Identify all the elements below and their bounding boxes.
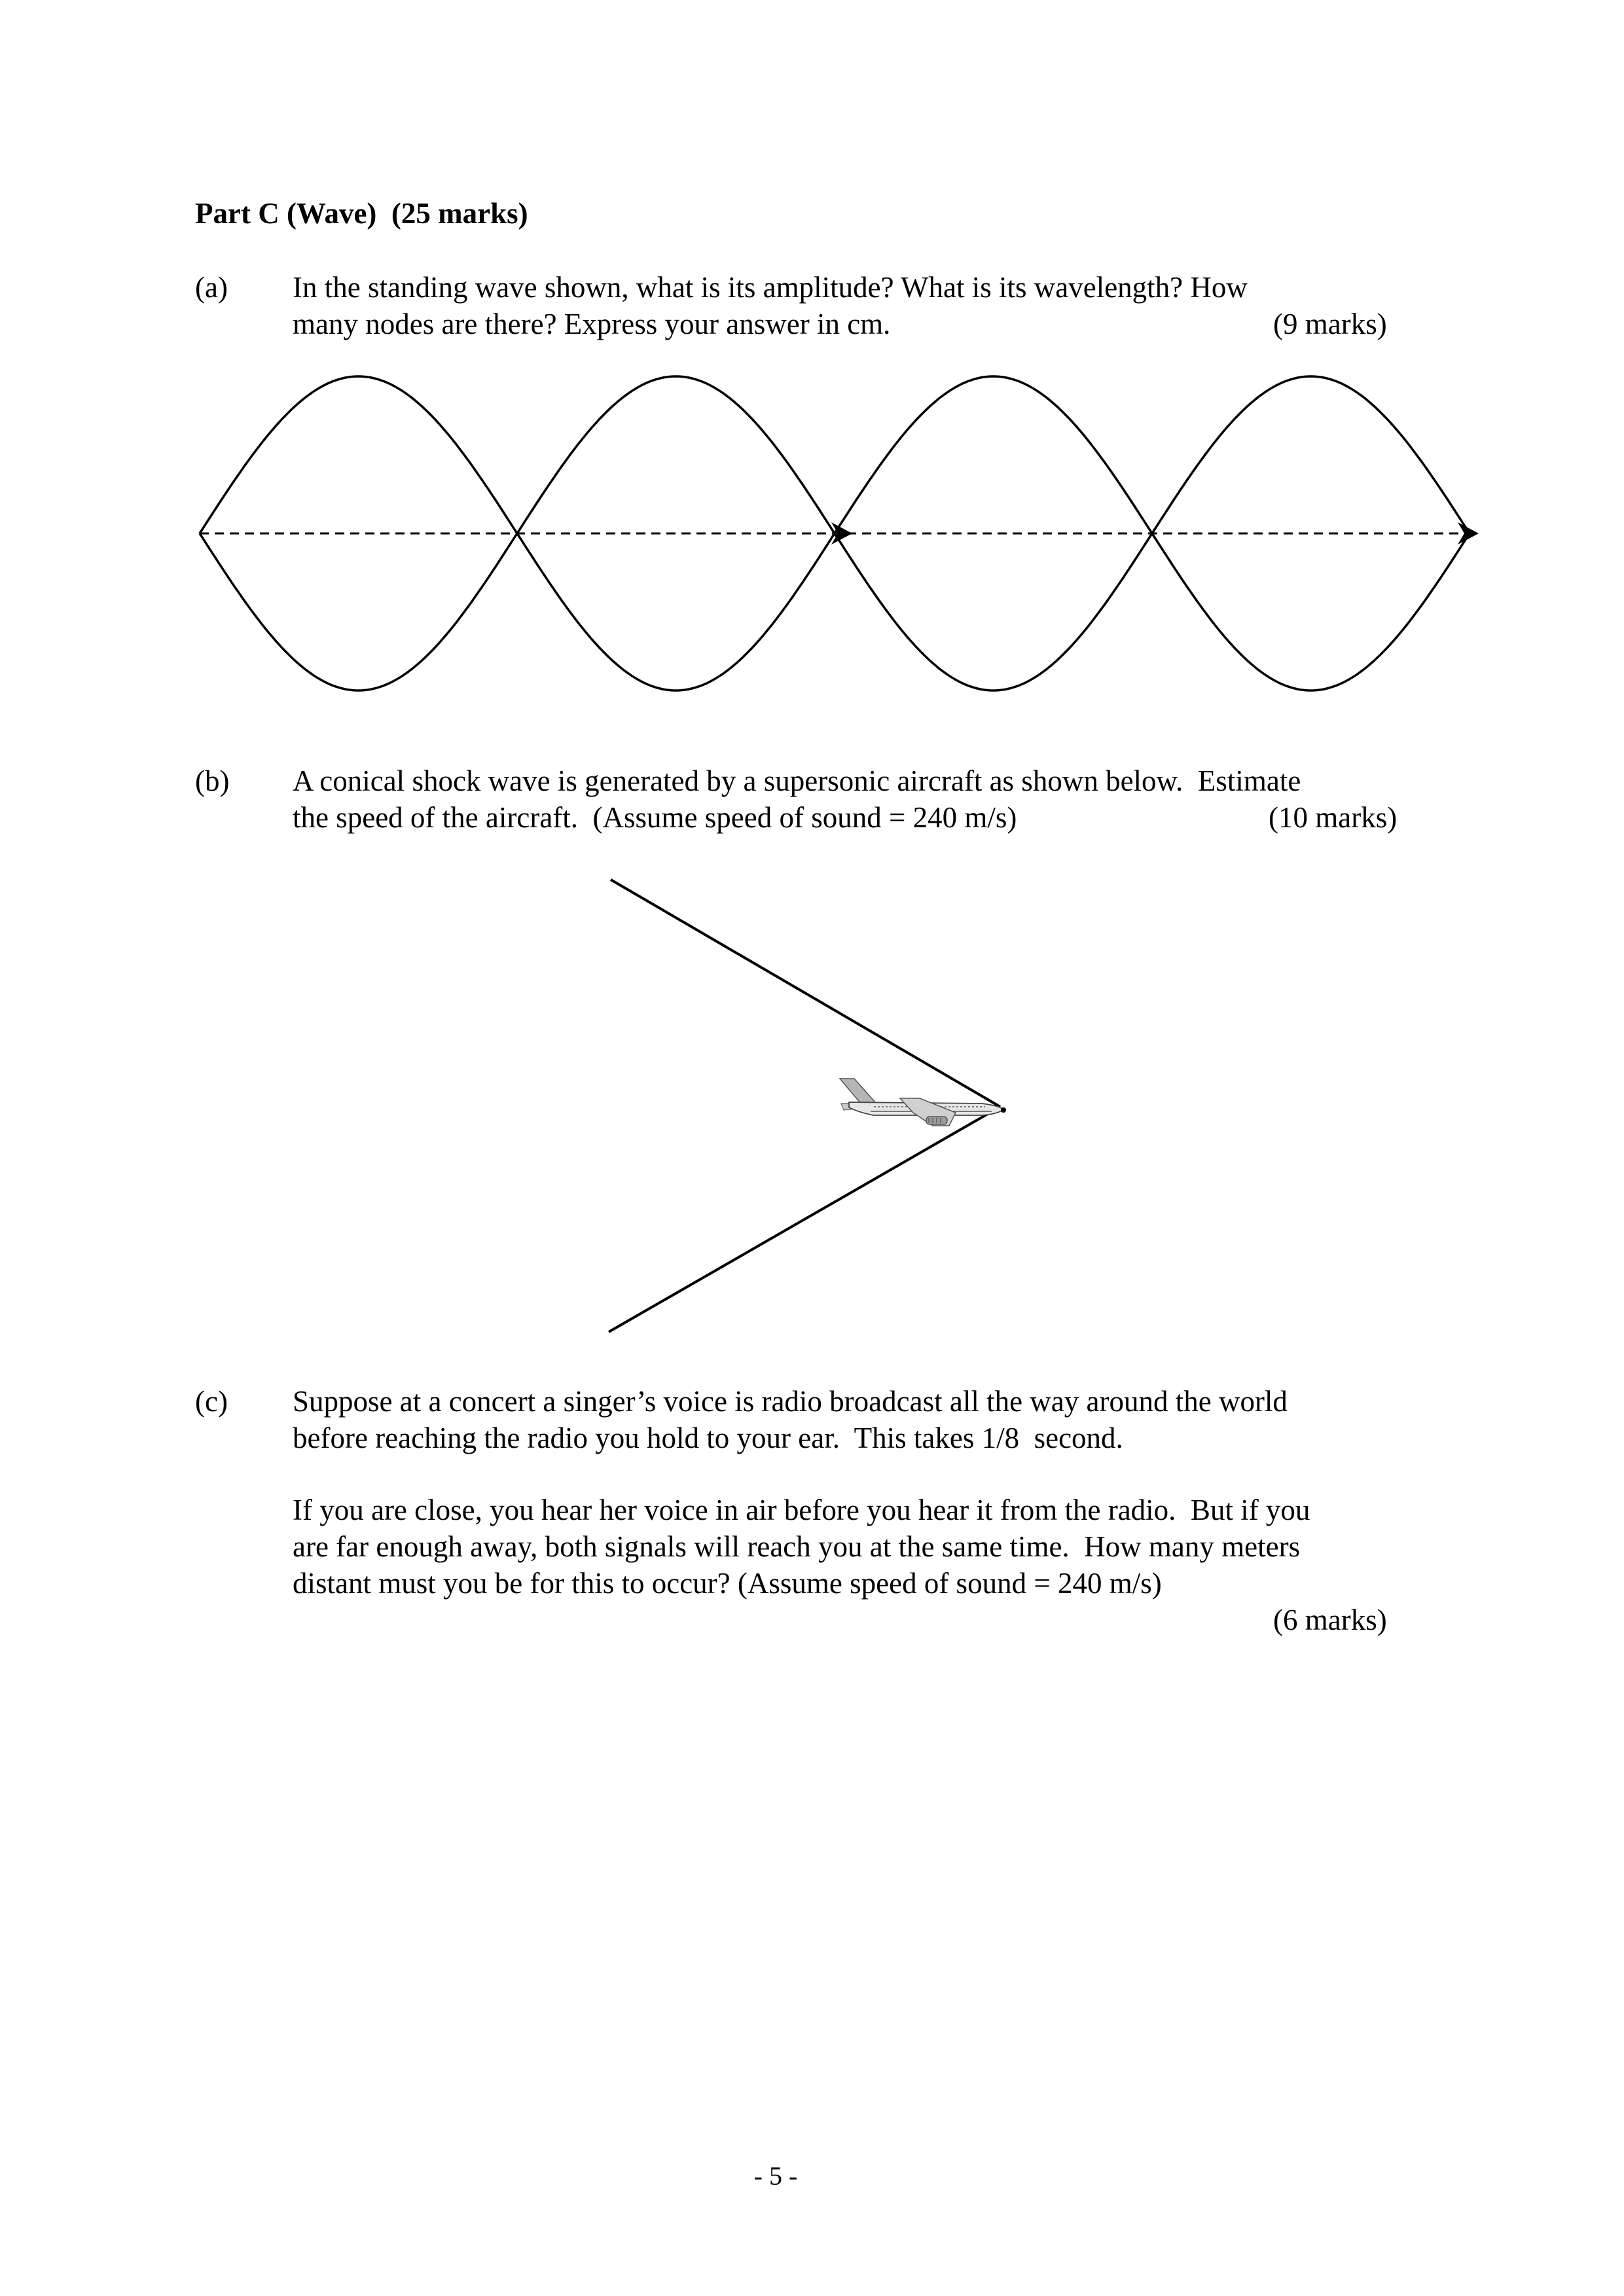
- wave-envelope-upper: [200, 376, 1470, 533]
- question-b-marks: (10 marks): [1269, 801, 1398, 834]
- question-a-label: (a): [195, 271, 228, 304]
- arrowhead-end: [1458, 522, 1479, 545]
- question-c-label: (c): [195, 1385, 228, 1418]
- question-a-line-1: In the standing wave shown, what is its amplitude? What is its wavelength? How: [293, 271, 1248, 304]
- question-c-p1-line-1: Suppose at a concert a singer’s voice is radio broadcast all the way around the world: [293, 1385, 1288, 1418]
- question-a-marks: (9 marks): [1273, 308, 1387, 340]
- shock-front-upper: [611, 880, 1000, 1107]
- question-c-p1-line-2: before reaching the radio you hold to your ear. This takes 1/8 second.: [293, 1422, 1123, 1454]
- question-c-p2-line-1: If you are close, you hear her voice in air before you hear it from the radio. But if you: [293, 1494, 1310, 1526]
- airplane-icon: [835, 1073, 1008, 1132]
- section-heading: Part C (Wave) (25 marks): [195, 197, 528, 230]
- standing-wave-figure: [183, 360, 1486, 707]
- question-b-line-1: A conical shock wave is generated by a supersonic aircraft as shown below. Estimate: [293, 764, 1301, 797]
- question-c-p2-line-2: are far enough away, both signals will reach you at the same time. How many meters: [293, 1530, 1301, 1563]
- wave-envelope-lower: [200, 533, 1470, 691]
- question-b-line-2: the speed of the aircraft. (Assume speed of sound = 240 m/s): [293, 801, 1017, 834]
- question-a-line-2: many nodes are there? Express your answer in cm.: [293, 308, 891, 340]
- page-number: - 5 -: [753, 2161, 798, 2191]
- question-c-p2-line-3: distant must you be for this to occur? (Assume speed of sound = 240 m/s): [293, 1567, 1162, 1600]
- question-b-label: (b): [195, 764, 230, 797]
- shock-front-lower: [609, 1107, 1000, 1332]
- question-c-marks: (6 marks): [1273, 1604, 1387, 1636]
